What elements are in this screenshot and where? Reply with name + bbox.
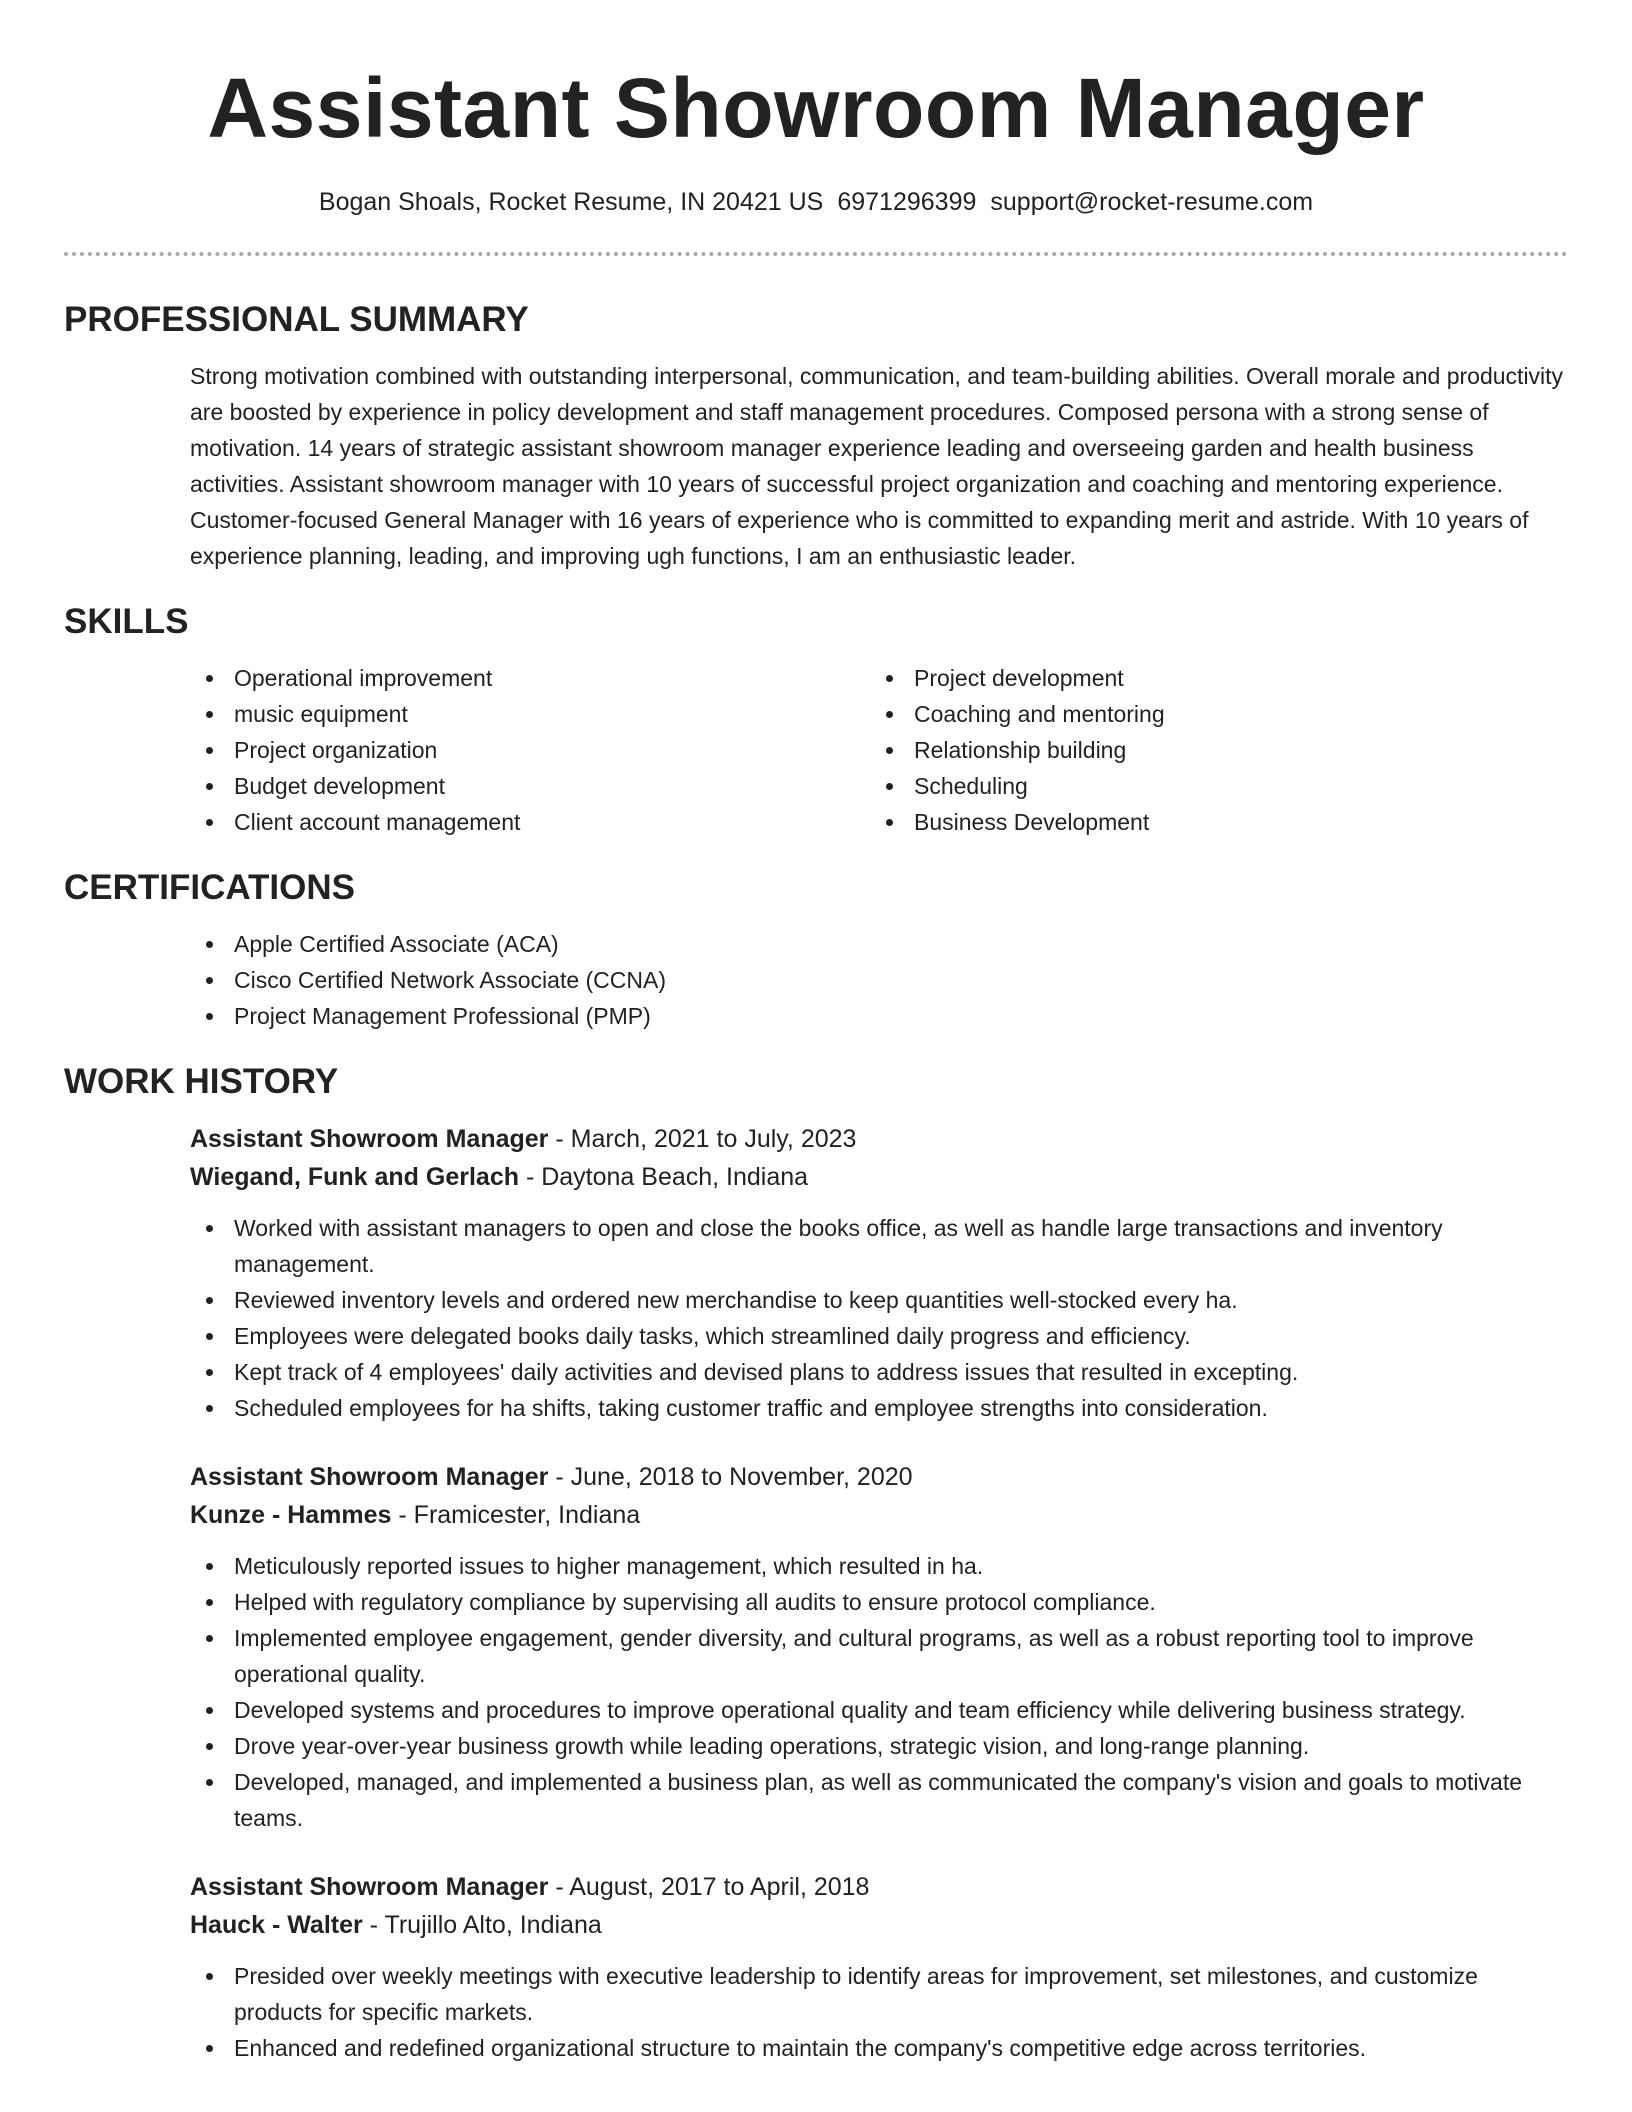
job-dates: - March, 2021 to July, 2023 [548, 1125, 857, 1153]
certification-item: Project Management Professional (PMP) [190, 998, 1568, 1034]
job-company: Wiegand, Funk and Gerlach [190, 1163, 519, 1191]
job-entry [64, 1120, 1568, 1426]
job-bullet: Employees were delegated books daily tasks, which streamlined daily progress and efficiency. [190, 1318, 1568, 1354]
skills-column-right [870, 660, 1550, 840]
job-company: Kunze - Hammes [190, 1501, 392, 1529]
job-bullet: Drove year-over-year business growth while leading operations, strategic vision, and long-range planning. [190, 1728, 1568, 1764]
job-bullet: Kept track of 4 employees' daily activities and devised plans to address issues that resulted in excepting. [190, 1354, 1568, 1390]
skill-item: Relationship building [870, 732, 1550, 768]
job-location: - Trujillo Alto, Indiana [362, 1911, 602, 1939]
job-bullet: Reviewed inventory levels and ordered new merchandise to keep quantities well-stocked every ha. [190, 1282, 1568, 1318]
contact-address: Bogan Shoals, Rocket Resume, IN 20421 US [318, 188, 824, 216]
job-bullet: Presided over weekly meetings with executive leadership to identify areas for improvement, set milestones, and customize products for specific markets. [190, 1958, 1568, 2030]
skill-item: Coaching and mentoring [870, 696, 1550, 732]
job-company-line [190, 1906, 1568, 1944]
certification-item: Apple Certified Associate (ACA) [190, 926, 1568, 962]
certifications-heading: CERTIFICATIONS [64, 868, 356, 907]
header-divider [64, 252, 1568, 256]
resume-page [64, 0, 1568, 2066]
job-role: Assistant Showroom Manager [190, 1125, 549, 1153]
job-bullets [190, 1958, 1568, 2066]
job-entry [64, 1868, 1568, 2066]
skills-heading: SKILLS [64, 602, 189, 641]
job-bullet: Worked with assistant managers to open and close the books office, as well as handle large transactions and inventory management. [190, 1210, 1568, 1282]
job-location: - Framicester, Indiana [391, 1501, 641, 1529]
job-bullet: Implemented employee engagement, gender diversity, and cultural programs, as well as a robust reporting tool to improve operational quality. [190, 1620, 1568, 1692]
job-role: Assistant Showroom Manager [190, 1873, 549, 1901]
skills-list [190, 660, 1568, 840]
skill-item: Business Development [870, 804, 1550, 840]
certifications-list [190, 926, 1568, 1034]
job-bullet: Enhanced and redefined organizational structure to maintain the company's competitive edge across territories. [190, 2030, 1568, 2066]
contact-email: support@rocket-resume.com [990, 188, 1314, 216]
job-bullet: Developed systems and procedures to improve operational quality and team efficiency while delivering business strategy. [190, 1692, 1568, 1728]
skills-column-left [190, 660, 870, 840]
summary-text: Strong motivation combined with outstanding interpersonal, communication, and team-building abilities. Overall morale and productivity are boosted by experience in policy development and staff management procedures. Composed persona with a strong sense of motivation. 14 years of strategic assistant showroom manager experience leading and overseeing garden and health business activities. Assistant showroom manager with 10 years of successful project organization and coaching and mentoring experience. Customer-focused General Manager with 16 years of experience who is committed to expanding merit and astride. With 10 years of experience planning, leading, and improving ugh functions, I am an enthusiastic leader. [190, 363, 1564, 569]
skill-item: Operational improvement [190, 660, 870, 696]
job-bullet: Helped with regulatory compliance by supervising all audits to ensure protocol compliance. [190, 1584, 1568, 1620]
job-dates: - June, 2018 to November, 2020 [548, 1463, 913, 1491]
job-bullet: Developed, managed, and implemented a business plan, as well as communicated the company's vision and goals to motivate teams. [190, 1764, 1568, 1836]
job-company-line [190, 1496, 1568, 1534]
work-history-heading: WORK HISTORY [64, 1062, 339, 1101]
skill-item: music equipment [190, 696, 870, 732]
skill-item: Project organization [190, 732, 870, 768]
certification-item: Cisco Certified Network Associate (CCNA) [190, 962, 1568, 998]
contact-phone: 6971296399 [837, 188, 977, 216]
skill-item: Client account management [190, 804, 870, 840]
job-location: - Daytona Beach, Indiana [519, 1163, 809, 1191]
skill-item: Project development [870, 660, 1550, 696]
resume-name: Assistant Showroom Manager [207, 61, 1425, 155]
job-bullets [190, 1210, 1568, 1426]
job-title-line [190, 1458, 1568, 1496]
skill-item: Scheduling [870, 768, 1550, 804]
contact-line [64, 186, 1568, 218]
job-entry [64, 1458, 1568, 1836]
job-title-line [190, 1868, 1568, 1906]
summary-heading: PROFESSIONAL SUMMARY [64, 300, 529, 339]
job-dates: - August, 2017 to April, 2018 [548, 1873, 870, 1901]
job-bullet: Meticulously reported issues to higher management, which resulted in ha. [190, 1548, 1568, 1584]
skill-item: Budget development [190, 768, 870, 804]
job-company-line [190, 1158, 1568, 1196]
job-company: Hauck - Walter [190, 1911, 363, 1939]
job-role: Assistant Showroom Manager [190, 1463, 549, 1491]
job-bullet: Scheduled employees for ha shifts, taking customer traffic and employee strengths into consideration. [190, 1390, 1568, 1426]
job-title-line [190, 1120, 1568, 1158]
job-bullets [190, 1548, 1568, 1836]
